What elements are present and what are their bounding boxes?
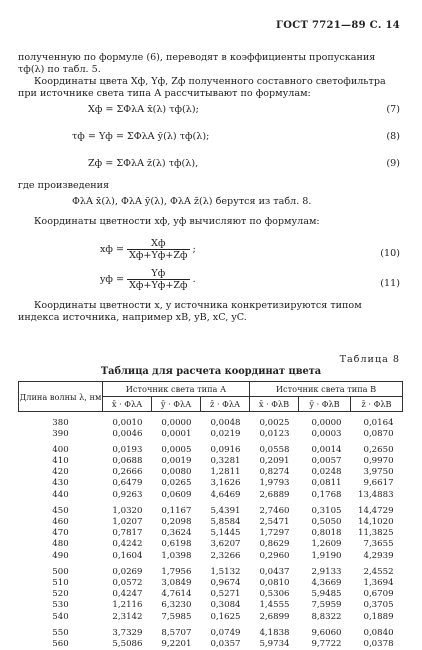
value-cell: 0,0265: [152, 478, 201, 489]
value-cell: 0,0219: [201, 429, 250, 440]
value-cell: 0,3281: [201, 456, 250, 467]
paragraph-1: полученную по формуле (6), переводят в коэффициенты пропускания τф(λ) по табл. 5.: [18, 52, 402, 76]
wavelength-cell: 470: [19, 528, 103, 539]
value-cell: 9,7722: [299, 639, 351, 650]
value-cell: 0,0269: [103, 567, 152, 578]
value-cell: 3,1626: [201, 478, 250, 489]
value-cell: 0,0810: [250, 578, 299, 589]
eq11-denominator: Xф+Yф+Zф: [127, 280, 189, 291]
table-row: [19, 418, 403, 429]
table-row: [19, 467, 403, 478]
value-cell: 0,9970: [351, 456, 403, 467]
value-cell: 1,0320: [103, 506, 152, 517]
wavelength-cell: 450: [19, 506, 103, 517]
value-cell: 1,7297: [250, 528, 299, 539]
value-cell: 0,5050: [299, 517, 351, 528]
eq7-rhs: = ΣΦλA x̄(λ) τф(λ);: [105, 104, 198, 115]
value-cell: 2,6889: [250, 490, 299, 501]
value-cell: 0,0609: [152, 490, 201, 501]
wavelength-cell: 410: [19, 456, 103, 467]
value-cell: 0,4247: [103, 589, 152, 600]
paragraph-3: где произведения: [18, 180, 402, 192]
table-row: [19, 478, 403, 489]
paragraph-4: Координаты цветности xф, yф вычисляют по формулам:: [18, 216, 402, 228]
equation-9: [88, 158, 198, 169]
value-cell: 4,6469: [201, 490, 250, 501]
value-cell: 0,2666: [103, 467, 152, 478]
value-cell: 3,6207: [201, 539, 250, 550]
eq9-lhs: Zф: [88, 158, 102, 169]
header-source-a: Источник света типа А: [103, 382, 250, 397]
header-b-z: z̄ · ΦλB: [351, 397, 403, 412]
table-row: [19, 589, 403, 600]
table-row: [19, 628, 403, 639]
value-cell: 4,2939: [351, 551, 403, 562]
eq7-lhs: Хф: [88, 104, 102, 115]
value-cell: 14,4729: [351, 506, 403, 517]
value-cell: 9,6060: [299, 628, 351, 639]
value-cell: 0,0001: [152, 429, 201, 440]
eq7-number: (7): [386, 104, 400, 115]
page-header: ГОСТ 7721—89 С. 14: [276, 20, 400, 31]
wavelength-cell: 460: [19, 517, 103, 528]
wavelength-cell: 530: [19, 600, 103, 611]
eq8-lhs: τф = Yф: [72, 131, 113, 142]
value-cell: 0,0193: [103, 445, 152, 456]
value-cell: 0,0840: [351, 628, 403, 639]
wavelength-cell: 510: [19, 578, 103, 589]
value-cell: 0,0000: [299, 418, 351, 429]
table-title: Таблица для расчета координат цвета: [0, 366, 422, 377]
value-cell: 0,0688: [103, 456, 152, 467]
value-cell: 1,3694: [351, 578, 403, 589]
equation-10: [100, 238, 196, 261]
value-cell: 0,0000: [152, 418, 201, 429]
wavelength-cell: 560: [19, 639, 103, 650]
value-cell: 2,4552: [351, 567, 403, 578]
value-cell: 0,6198: [152, 539, 201, 550]
wavelength-cell: 380: [19, 418, 103, 429]
value-cell: 0,1768: [299, 490, 351, 501]
equation-7: [88, 104, 199, 115]
value-cell: 0,0378: [351, 639, 403, 650]
eq10-lhs: xф =: [100, 244, 124, 255]
value-cell: 2,3266: [201, 551, 250, 562]
color-coordinates-table: [18, 381, 403, 650]
eq9-number: (9): [386, 158, 400, 169]
value-cell: 0,2960: [250, 551, 299, 562]
paragraph-2: Координаты цвета Хф, Yф, Zф полученного составного светофильтра при источнике света типа А рассчитывают по формулам:: [18, 76, 402, 100]
wavelength-cell: 440: [19, 490, 103, 501]
table-row: [19, 456, 403, 467]
value-cell: 0,4242: [103, 539, 152, 550]
eq9-rhs: = ΣΦλA z̄(λ) τф(λ),: [105, 158, 198, 169]
value-cell: 0,2098: [152, 517, 201, 528]
value-cell: 0,1604: [103, 551, 152, 562]
table-caption: Таблица 8: [340, 354, 400, 365]
value-cell: 7,5985: [152, 612, 201, 623]
value-cell: 14,1020: [351, 517, 403, 528]
header-wavelength: Длина волны λ, нм: [19, 382, 103, 412]
value-cell: 1,2609: [299, 539, 351, 550]
equation-8: [72, 131, 209, 142]
value-cell: 4,7614: [152, 589, 201, 600]
wavelength-cell: 490: [19, 551, 103, 562]
table-row: [19, 528, 403, 539]
value-cell: 2,6899: [250, 612, 299, 623]
value-cell: 0,1889: [351, 612, 403, 623]
value-cell: 8,8322: [299, 612, 351, 623]
value-cell: 4,1838: [250, 628, 299, 639]
value-cell: 5,1445: [201, 528, 250, 539]
wavelength-cell: 550: [19, 628, 103, 639]
value-cell: 0,0572: [103, 578, 152, 589]
value-cell: 0,0248: [299, 467, 351, 478]
header-a-y: ȳ · ΦλA: [152, 397, 201, 412]
eq11-fraction: [127, 268, 189, 291]
eq11-lhs: yф =: [100, 274, 124, 285]
table-row: [19, 517, 403, 528]
value-cell: 0,0357: [201, 639, 250, 650]
value-cell: 5,5086: [103, 639, 152, 650]
table-row: [19, 567, 403, 578]
value-cell: 1,2116: [103, 600, 152, 611]
value-cell: 3,7329: [103, 628, 152, 639]
eq11-tail: .: [193, 274, 196, 285]
wavelength-cell: 430: [19, 478, 103, 489]
value-cell: 1,9793: [250, 478, 299, 489]
value-cell: 0,6709: [351, 589, 403, 600]
value-cell: 0,5306: [250, 589, 299, 600]
eq11-number: (11): [380, 278, 400, 289]
value-cell: 0,8629: [250, 539, 299, 550]
table-row: [19, 539, 403, 550]
value-cell: 0,6479: [103, 478, 152, 489]
value-cell: 2,5471: [250, 517, 299, 528]
wavelength-cell: 520: [19, 589, 103, 600]
eq10-tail: ;: [193, 244, 196, 255]
table-row: [19, 612, 403, 623]
value-cell: 0,0749: [201, 628, 250, 639]
value-cell: 0,2091: [250, 456, 299, 467]
value-cell: 0,1625: [201, 612, 250, 623]
header-a-z: z̄ · ΦλA: [201, 397, 250, 412]
eq10-number: (10): [380, 248, 400, 259]
table-row: [19, 490, 403, 501]
value-cell: 0,0005: [152, 445, 201, 456]
value-cell: 5,9485: [299, 589, 351, 600]
value-cell: 0,3705: [351, 600, 403, 611]
table-row: [19, 639, 403, 650]
value-cell: 7,3655: [351, 539, 403, 550]
value-cell: 0,7817: [103, 528, 152, 539]
value-cell: 1,2811: [201, 467, 250, 478]
wavelength-cell: 480: [19, 539, 103, 550]
wavelength-cell: 500: [19, 567, 103, 578]
value-cell: 5,9734: [250, 639, 299, 650]
value-cell: 2,3142: [103, 612, 152, 623]
table-row: [19, 551, 403, 562]
value-cell: 0,8018: [299, 528, 351, 539]
wavelength-cell: 400: [19, 445, 103, 456]
value-cell: 0,0123: [250, 429, 299, 440]
value-cell: 1,9190: [299, 551, 351, 562]
value-cell: 0,3084: [201, 600, 250, 611]
header-source-b: Источник света типа В: [250, 382, 403, 397]
value-cell: 0,0046: [103, 429, 152, 440]
value-cell: 6,3230: [152, 600, 201, 611]
value-cell: 0,3624: [152, 528, 201, 539]
wavelength-cell: 420: [19, 467, 103, 478]
value-cell: 0,9674: [201, 578, 250, 589]
wavelength-cell: 540: [19, 612, 103, 623]
table-row: [19, 506, 403, 517]
value-cell: 0,0437: [250, 567, 299, 578]
table-row: [19, 445, 403, 456]
table-row: [19, 600, 403, 611]
value-cell: 0,0558: [250, 445, 299, 456]
value-cell: 0,0010: [103, 418, 152, 429]
value-cell: 0,5271: [201, 589, 250, 600]
wavelength-cell: 390: [19, 429, 103, 440]
value-cell: 0,0164: [351, 418, 403, 429]
value-cell: 2,7460: [250, 506, 299, 517]
value-cell: 13,4883: [351, 490, 403, 501]
value-cell: 3,0849: [152, 578, 201, 589]
eq11-numerator: Yф: [127, 268, 189, 280]
value-cell: 0,0916: [201, 445, 250, 456]
value-cell: 1,4555: [250, 600, 299, 611]
eq8-rhs: = ΣΦλA ȳ(λ) τф(λ);: [116, 131, 209, 142]
value-cell: 0,0019: [152, 456, 201, 467]
equation-products: ΦλA x̄(λ), ΦλA ȳ(λ), ΦλA z̄(λ) берутся из табл. 8.: [72, 196, 311, 207]
value-cell: 0,0811: [299, 478, 351, 489]
value-cell: 0,0014: [299, 445, 351, 456]
value-cell: 0,0080: [152, 467, 201, 478]
eq10-fraction: [127, 238, 189, 261]
value-cell: 8,5707: [152, 628, 201, 639]
header-b-y: ȳ · ΦλB: [299, 397, 351, 412]
value-cell: 0,1167: [152, 506, 201, 517]
value-cell: 0,0025: [250, 418, 299, 429]
value-cell: 1,0207: [103, 517, 152, 528]
value-cell: 0,2650: [351, 445, 403, 456]
value-cell: 0,0048: [201, 418, 250, 429]
table-body: [19, 412, 403, 650]
value-cell: 0,0057: [299, 456, 351, 467]
value-cell: 0,0870: [351, 429, 403, 440]
value-cell: 1,5132: [201, 567, 250, 578]
value-cell: 4,3669: [299, 578, 351, 589]
value-cell: 5,8584: [201, 517, 250, 528]
value-cell: 0,3105: [299, 506, 351, 517]
value-cell: 2,9133: [299, 567, 351, 578]
value-cell: 1,7956: [152, 567, 201, 578]
value-cell: 7,5959: [299, 600, 351, 611]
table-row: [19, 429, 403, 440]
value-cell: 0,0003: [299, 429, 351, 440]
eq10-numerator: Xф: [127, 238, 189, 250]
value-cell: 0,8274: [250, 467, 299, 478]
equation-11: [100, 268, 196, 291]
table-row: [19, 578, 403, 589]
paragraph-5: Координаты цветности x, y источника конкретизируются типом индекса источника, например xB, yB, xC, yC.: [18, 300, 402, 324]
value-cell: 11,3825: [351, 528, 403, 539]
value-cell: 0,9263: [103, 490, 152, 501]
header-b-x: x̄ · ΦλB: [250, 397, 299, 412]
value-cell: 3,9750: [351, 467, 403, 478]
value-cell: 5,4391: [201, 506, 250, 517]
eq8-number: (8): [386, 131, 400, 142]
value-cell: 9,2201: [152, 639, 201, 650]
value-cell: 9,6617: [351, 478, 403, 489]
value-cell: 1,0398: [152, 551, 201, 562]
header-a-x: x̄ · ΦλA: [103, 397, 152, 412]
eq10-denominator: Xф+Yф+Zф: [127, 250, 189, 261]
